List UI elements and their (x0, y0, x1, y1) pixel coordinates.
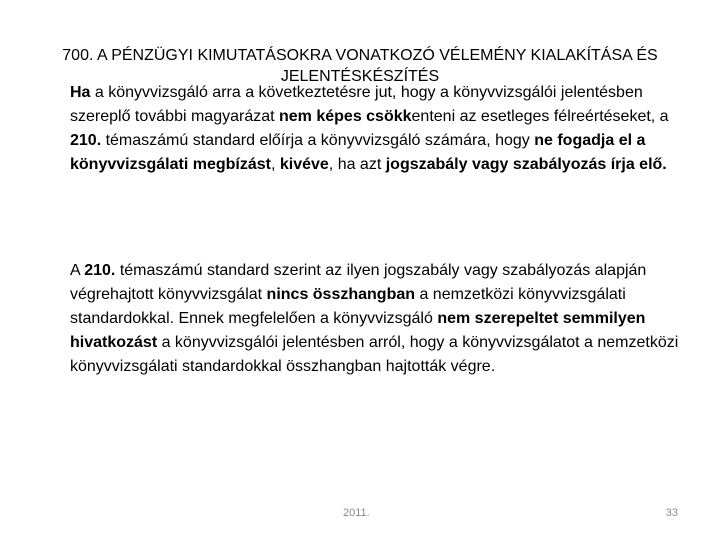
paragraph2-run-3: nincs összhangban (266, 286, 416, 303)
paragraph1-run-1: a könyvvizsgáló arra a következtetésre jut, hogy a könyvvizsgálói jelentésben szereplő további magyarázat (70, 84, 643, 125)
paragraph2-run-5: nem szerepeltet semmilyen hivatkozást (70, 310, 646, 351)
page-number: 33 (665, 507, 678, 519)
paragraph1-run-0: Ha (70, 84, 91, 101)
paragraph1-run-4: 210. (70, 132, 102, 149)
paragraph1-run-5: témaszámú standard előírja a könyvvizsgáló számára, hogy (101, 132, 535, 149)
paragraph-1 (70, 81, 680, 177)
paragraph1-run-3: enteni az esetleges félreértéseket, a (411, 108, 669, 125)
paragraph1-run-7: , (270, 156, 280, 173)
paragraph1-run-9: , ha azt (328, 156, 386, 173)
paragraph-2 (70, 259, 680, 379)
paragraph2-run-1: 210. (84, 262, 116, 279)
paragraph2-run-4: a nemzetközi könyvvizsgálati standardokkal. Ennek megfelelően a könyvvizsgáló (70, 286, 626, 327)
paragraph1-run-8: kivéve (279, 156, 329, 173)
paragraph1-run-10: jogszabály vagy szabályozás írja elő. (385, 156, 667, 173)
footer-year: 2011. (343, 507, 370, 519)
paragraph2-run-6: a könyvvizsgálói jelentésben arról, hogy a könyvvizsgálatot a nemzetközi könyvvizsgálati standardokkal összhangban hajtották végre. (70, 334, 679, 375)
slide-title: 700. A PÉNZÜGYI KIMUTATÁSOKRA VONATKOZÓ VÉLEMÉNY KIALAKÍTÁSA ÉS JELENTÉSKÉSZÍTÉS (62, 47, 658, 85)
paragraph2-run-2: témaszámú standard szerint az ilyen jogszabály vagy szabályozás alapján végrehajtott könyvvizsgálat (70, 262, 647, 303)
paragraph1-run-2: nem képes csökk (279, 108, 412, 125)
paragraph2-run-0: A (70, 262, 85, 279)
paragraph1-run-6: ne fogadja el a könyvvizsgálati megbízást (70, 132, 646, 173)
